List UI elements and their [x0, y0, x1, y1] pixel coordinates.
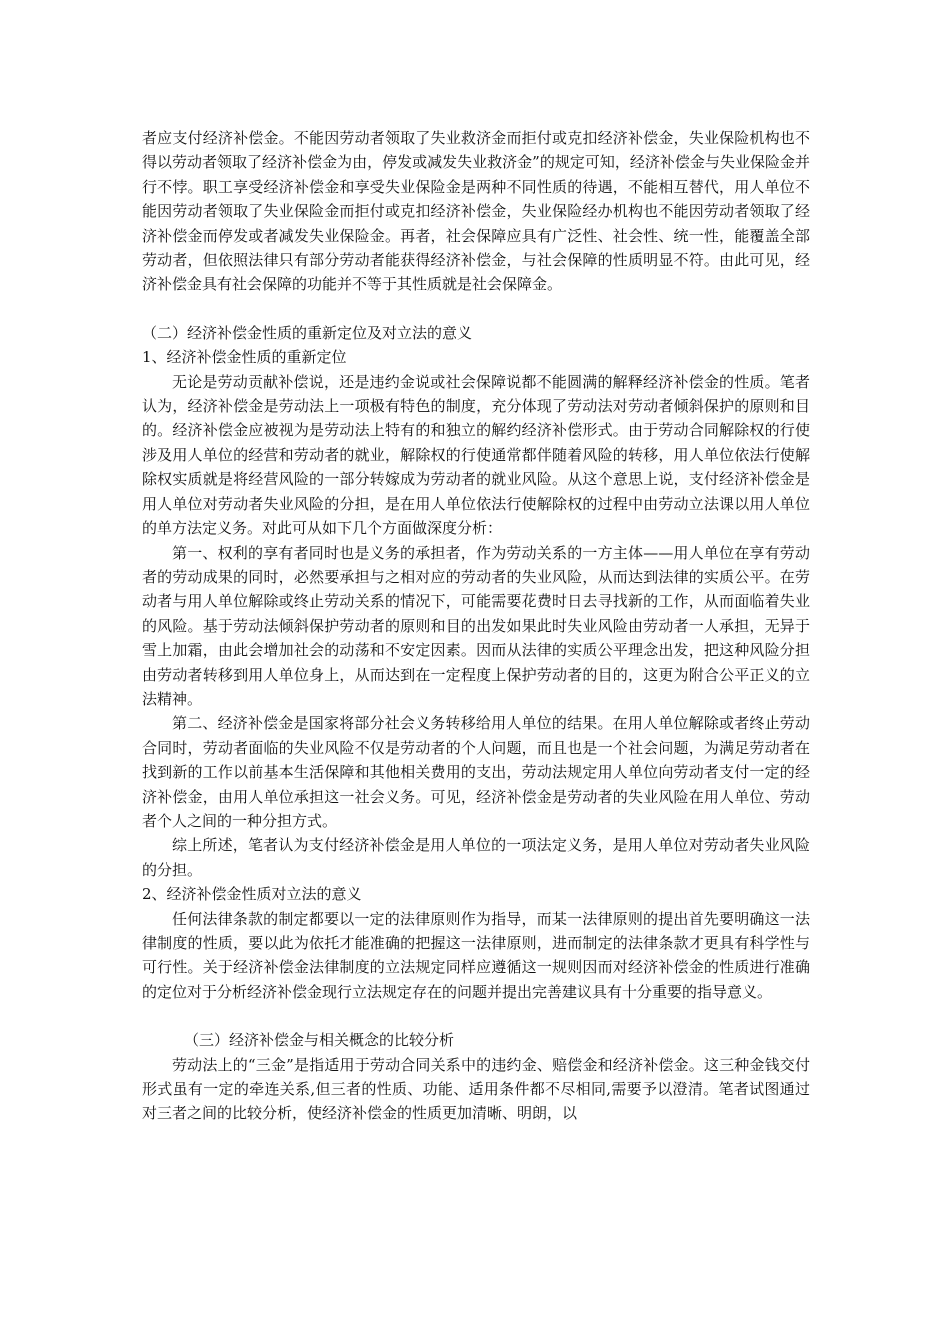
paragraph: 劳动法上的“三金”是指适用于劳动合同关系中的违约金、赔偿金和经济补偿金。这三种金钱交付形式虽有一定的牵连关系,但三者的性质、功能、适用条件都不尽相同,需要予以澄清。笔者试图通过对三者之间的比较分析，使经济补偿金的性质更加清晰、明朗，以	[142, 1055, 810, 1123]
paragraph: 任何法律条款的制定都要以一定的法律原则作为指导，而某一法律原则的提出首先要明确这一法律制度的性质，要以此为依托才能准确的把握这一法律原则，进而制定的法律条款才更具有科学性与可行性。关于经济补偿金法律制度的立法规定同样应遵循这一规则因而对经济补偿金的性质进行准确的定位对于分析经济补偿金现行立法规定存在的问题并提出完善建议具有十分重要的指导意义。	[142, 909, 810, 1001]
subsection-heading: 1、经济补偿金性质的重新定位	[142, 348, 347, 367]
paragraph: 第二、经济补偿金是国家将部分社会义务转移给用人单位的结果。在用人单位解除或者终止劳动合同时，劳动者面临的失业风险不仅是劳动者的个人问题，而且也是一个社会问题，为满足劳动者在找到新的工作以前基本生活保障和其他相关费用的支出，劳动法规定用人单位向劳动者支付一定的经济补偿金，由用人单位承担这一社会义务。可见，经济补偿金是劳动者的失业风险在用人单位、劳动者个人之间的一种分担方式。	[142, 714, 810, 830]
section-heading: （三）经济补偿金与相关概念的比较分析	[184, 1031, 455, 1050]
paragraph: 者应支付经济补偿金。不能因劳动者领取了失业救济金而拒付或克扣经济补偿金，失业保险机构也不得以劳动者领取了经济补偿金为由，停发或减发失业救济金”的规定可知，经济补偿金与失业保险金并行不悖。职工享受经济补偿金和享受失业保险金是两种不同性质的待遇，不能相互替代，用人单位不能因劳动者领取了失业保险金而拒付或克扣经济补偿金，失业保险经办机构也不能因劳动者领取了经济补偿金而停发或者减发失业保险金。再者，社会保障应具有广泛性、社会性、统一性，能覆盖全部劳动者，但依照法律只有部分劳动者能获得经济补偿金，与社会保障的性质明显不符。由此可见，经济补偿金具有社会保障的功能并不等于其性质就是社会保障金。	[142, 129, 810, 294]
paragraph: 综上所述，笔者认为支付经济补偿金是用人单位的一项法定义务，是用人单位对劳动者失业风险的分担。	[142, 836, 810, 879]
subsection-heading: 2、经济补偿金性质对立法的意义	[142, 885, 362, 904]
document-body	[142, 126, 810, 1126]
paragraph: 无论是劳动贡献补偿说，还是违约金说或社会保障说都不能圆满的解释经济补偿金的性质。笔者认为，经济补偿金是劳动法上一项极有特色的制度，充分体现了劳动法对劳动者倾斜保护的原则和目的。经济补偿金应被视为是劳动法上特有的和独立的解约经济补偿形式。由于劳动合同解除权的行使涉及用人单位的经营和劳动者的就业，解除权的行使通常都伴随着风险的转移，用人单位依法行使解除权实质就是将经营风险的一部分转嫁成为劳动者的就业风险。从这个意思上说，支付经济补偿金是用人单位对劳动者失业风险的分担，是在用人单位依法行使解除权的过程中由劳动立法课以用人单位的单方法定义务。对此可从如下几个方面做深度分析：	[142, 372, 810, 538]
paragraph: 第一、权利的享有者同时也是义务的承担者，作为劳动关系的一方主体——用人单位在享有劳动者的劳动成果的同时，必然要承担与之相对应的劳动者的失业风险，从而达到法律的实质公平。在劳动者与用人单位解除或终止劳动关系的情况下，可能需要花费时日去寻找新的工作，从而面临着失业的风险。基于劳动法倾斜保护劳动者的原则和目的出发如果此时失业风险由劳动者一人承担，无异于雪上加霜，由此会增加社会的动荡和不安定因素。因而从法律的实质公平理念出发，把这种风险分担由劳动者转移到用人单位身上，从而达到在一定程度上保护劳动者的目的，这更为附合公平正义的立法精神。	[142, 543, 810, 708]
section-heading: （二）经济补偿金性质的重新定位及对立法的意义	[142, 323, 473, 342]
